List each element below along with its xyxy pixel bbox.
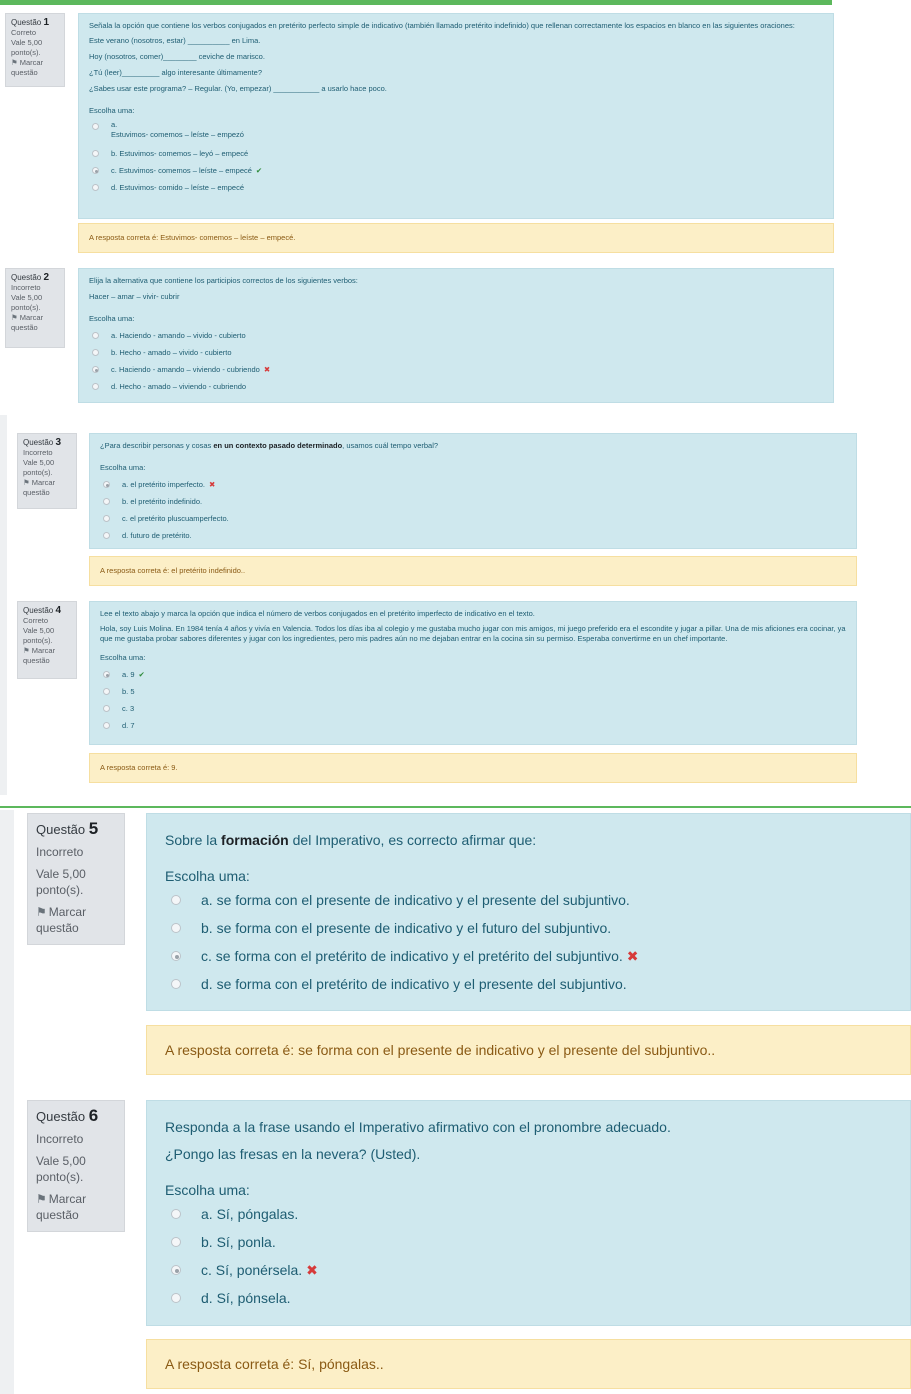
answer-option-c[interactable]: c. el pretérito pluscuamperfecto. [100,510,846,527]
radio-button[interactable] [171,1293,181,1303]
screenshot-segment-3 [0,810,911,1394]
correct-answer-feedback: A resposta correta é: Estuvimos- comemos – leíste – empecé. [78,223,834,253]
choose-prompt: Escolha uma: [165,1182,250,1198]
question-grade: Vale 5,00 ponto(s). [11,293,43,312]
answer-option-d[interactable]: d. Sí, pónsela. [165,1284,892,1312]
correct-answer-feedback: A resposta correta é: 9. [89,753,857,783]
page-left-margin [0,415,7,795]
question-state: Incorreto [11,283,41,292]
radio-button-selected[interactable] [103,671,110,678]
flag-icon: ⚑ [11,58,18,67]
answer-option-b[interactable]: b. 5 [100,683,846,700]
screenshot-segment-1 [0,5,911,415]
flag-icon: ⚑ [11,313,18,322]
answer-options [165,1200,892,1312]
answer-option-c[interactable]: c. 3 [100,700,846,717]
question-info [27,1100,125,1232]
radio-button[interactable] [171,1237,181,1247]
answer-option-a[interactable]: a. Sí, póngalas. [165,1200,892,1228]
flag-icon: ⚑ [23,646,30,655]
screenshot-segment-2 [0,415,911,795]
choose-prompt: Escolha uma: [100,463,146,472]
section-separator [0,806,911,808]
radio-button[interactable] [92,332,99,339]
answer-option-c[interactable]: c. Estuvimos- comemos – leíste – empecé ✔ [89,162,823,179]
flag-icon: ⚑ [36,905,47,919]
radio-button-selected[interactable] [92,167,99,174]
radio-button[interactable] [103,498,110,505]
answer-option-a[interactable]: a. Haciendo - amando – vivido - cubierto [89,327,823,344]
radio-button[interactable] [103,515,110,522]
question-formulation [89,433,857,549]
question-text: Lee el texto abajo y marca la opción que indica el número de verbos conjugados en el pretérito imperfecto de indicativo en el texto. Hola, soy Luis Molina. En 1984 tenía 4 años y vivía en Valencia. Todos los días iba al colegio y me gustaba mucho jugar con mis amigos, mi juego preferido era el escondite y jugar a pillar. Una de mis aficiones era cocinar, ya que me gustaba probar sabores diferentes y jugar con los ingredientes, pero mis padres aún no me dejaban entrar en la cocina sin su permiso. Esperaba convertirme en un chef importante. [100,609,846,643]
flag-question-link[interactable]: ⚑ Marcar questão [11,313,44,332]
question-number: Questão 1 [11,17,50,28]
answer-option-a[interactable]: a. Estuvimos- comemos – leíste – empezó [89,119,823,145]
radio-button-selected[interactable] [171,951,181,961]
answer-option-b[interactable]: b. Sí, ponla. [165,1228,892,1256]
question-number: Questão 2 [11,272,50,283]
incorrect-x-icon: ✖ [306,1262,318,1278]
radio-button[interactable] [171,895,181,905]
correct-check-icon: ✔ [138,669,145,679]
correct-answer-feedback: A resposta correta é: se forma con el presente de indicativo y el presente del subjuntivo.. [146,1025,911,1075]
answer-option-a[interactable]: a. se forma con el presente de indicativo y el presente del subjuntivo. [165,886,892,914]
question-formulation [78,13,834,219]
answer-options [165,886,892,998]
radio-button[interactable] [171,979,181,989]
radio-button[interactable] [103,705,110,712]
flag-question-link[interactable]: ⚑ Marcar questão [11,58,44,77]
question-state: Correto [23,616,49,625]
question-info [5,268,65,348]
radio-button[interactable] [103,722,110,729]
choose-prompt: Escolha uma: [89,314,135,323]
question-number: Questão 3 [23,437,62,448]
answer-options [89,119,823,196]
question-grade: Vale 5,00 ponto(s). [36,867,86,897]
incorrect-x-icon: ✖ [208,479,216,489]
answer-option-b[interactable]: b. Hecho - amado – vivido - cubierto [89,344,823,361]
answer-options [89,327,823,395]
answer-options [100,476,846,544]
answer-option-a[interactable]: a. el pretérito imperfecto. ✖ [100,476,846,493]
choose-prompt: Escolha uma: [165,868,250,884]
radio-button[interactable] [92,349,99,356]
question-text: Señala la opción que contiene los verbos conjugados en pretérito perfecto simple de indicativo (también llamado pretérito indefinido) que rellenan correctamente los espacios en blanco en las siguientes oraciones: Este verano (nosotros, estar) __________ en Lima. Hoy (nosotros, comer)________ ceviche de marisco. ¿Tú (leer)_________ algo interesante últimamente? ¿Sabes usar este programa? – Regular. (Yo, empezar) ___________ a usarlo hace poco. [89,21,795,93]
radio-button[interactable] [103,688,110,695]
answer-option-b[interactable]: b. se forma con el presente de indicativo y el futuro del subjuntivo. [165,914,892,942]
question-grade: Vale 5,00 ponto(s). [23,626,55,645]
answer-option-d[interactable]: d. Hecho - amado – viviendo - cubriendo [89,378,823,395]
flag-question-link[interactable]: ⚑ Marcar questão [23,646,56,665]
radio-button-selected[interactable] [103,481,110,488]
radio-button-selected[interactable] [171,1265,181,1275]
radio-button[interactable] [171,923,181,933]
choose-prompt: Escolha uma: [89,106,135,115]
correct-answer-feedback: A resposta correta é: Sí, póngalas.. [146,1339,911,1389]
question-grade: Vale 5,00 ponto(s). [23,458,55,477]
question-number: Questão 4 [23,605,62,616]
answer-option-a[interactable]: a. 9 ✔ [100,666,846,683]
question-number: Questão 5 [36,819,99,838]
correct-answer-feedback: A resposta correta é: el pretérito indefinido.. [89,556,857,586]
radio-button[interactable] [92,383,99,390]
answer-options [100,666,846,734]
question-text: Sobre la formación del Imperativo, es correcto afirmar que: [165,832,537,848]
question-state: Incorreto [36,1132,84,1146]
answer-option-d[interactable]: d. futuro de pretérito. [100,527,846,544]
correct-check-icon: ✔ [255,165,263,175]
question-text: Responda a la frase usando el Imperativo afirmativo con el pronombre adecuado. ¿Pongo las fresas en la nevera? (Usted). [165,1119,671,1162]
question-formulation [89,601,857,745]
radio-button[interactable] [92,184,99,191]
question-text: ¿Para describir personas y cosas en un contexto pasado determinado, usamos cuál tempo verbal? [100,441,439,450]
question-formulation [146,1100,911,1326]
incorrect-x-icon: ✖ [626,948,639,964]
question-number: Questão 6 [36,1106,99,1125]
flag-icon: ⚑ [36,1192,47,1206]
answer-option-d[interactable]: d. 7 [100,717,846,734]
answer-option-d[interactable]: d. se forma con el pretérito de indicativo y el presente del subjuntivo. [165,970,892,998]
question-info [17,601,77,679]
radio-button-selected[interactable] [92,366,99,373]
question-formulation [146,813,911,1011]
question-grade: Vale 5,00 ponto(s). [11,38,43,57]
choose-prompt: Escolha uma: [100,653,146,662]
answer-option-c[interactable]: c. se forma con el pretérito de indicativo y el pretérito del subjuntivo. ✖ [165,942,892,970]
question-state: Incorreto [36,845,84,859]
flag-question-link[interactable]: ⚑ Marcar questão [36,905,87,935]
question-state: Correto [11,28,37,37]
answer-option-d[interactable]: d. Estuvimos- comido – leíste – empecé [89,179,823,196]
flag-question-link[interactable]: ⚑ Marcar questão [23,478,56,497]
flag-question-link[interactable]: ⚑ Marcar questão [36,1192,87,1222]
question-info [5,13,65,87]
answer-option-b[interactable]: b. el pretérito indefinido. [100,493,846,510]
incorrect-x-icon: ✖ [263,364,271,374]
question-info [27,813,125,945]
answer-option-c[interactable]: c. Haciendo - amando – viviendo - cubriendo ✖ [89,361,823,378]
page-left-margin [0,810,14,1394]
question-info [17,433,77,509]
question-formulation [78,268,834,403]
radio-button[interactable] [103,532,110,539]
radio-button[interactable] [171,1209,181,1219]
radio-button[interactable] [92,123,99,130]
answer-option-b[interactable]: b. Estuvimos- comemos – leyó – empecé [89,145,823,162]
answer-option-c[interactable]: c. Sí, ponérsela. ✖ [165,1256,892,1284]
question-grade: Vale 5,00 ponto(s). [36,1154,86,1184]
question-text: Elija la alternativa que contiene los participios correctos de los siguientes verbos: Hacer – amar – vivir- cubrir [89,276,358,301]
radio-button[interactable] [92,150,99,157]
question-state: Incorreto [23,448,53,457]
flag-icon: ⚑ [23,478,30,487]
